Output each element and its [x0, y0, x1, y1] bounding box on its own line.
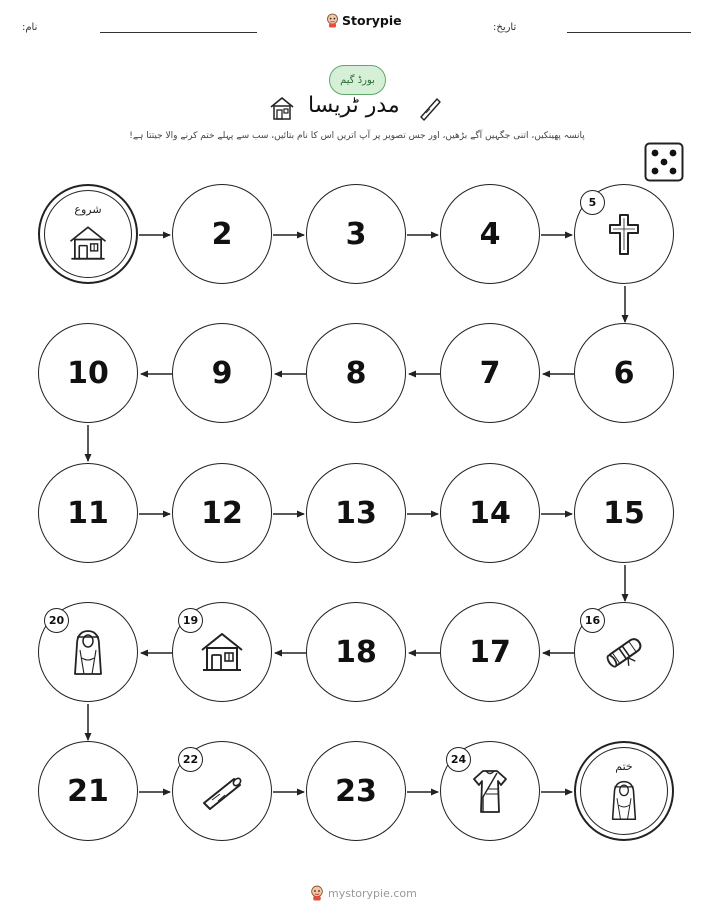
space-number-badge: 16 — [580, 608, 605, 633]
nun-icon — [64, 628, 112, 676]
house-icon — [198, 628, 246, 676]
brand-name: Storypie — [342, 13, 402, 28]
board-space-17[interactable] — [440, 602, 540, 702]
board-space-18[interactable] — [306, 602, 406, 702]
space-number: 12 — [201, 495, 243, 531]
board-space-6[interactable] — [574, 323, 674, 423]
finish-space[interactable] — [574, 741, 674, 841]
storypie-mascot-icon — [310, 885, 324, 901]
board-game-badge: بورڈ گیم — [329, 65, 386, 95]
board-space-13[interactable] — [306, 463, 406, 563]
board-space-22[interactable] — [172, 741, 272, 841]
board-space-24[interactable] — [440, 741, 540, 841]
start-space[interactable] — [38, 184, 138, 284]
board-space-5[interactable] — [574, 184, 674, 284]
board-space-3[interactable] — [306, 184, 406, 284]
board-space-23[interactable] — [306, 741, 406, 841]
instructions-text: پانسہ پھینکیں، اتنی جگہیں آگے بڑھیں، اور جس تصویر پر آپ اتریں اس کا نام بتائیں، سب سے پہلے ختم کرنے والا جیتتا ہے! — [129, 131, 585, 141]
space-number-badge: 22 — [178, 747, 203, 772]
space-number: 6 — [613, 355, 635, 391]
footer-site: mystorypie.com — [328, 886, 417, 900]
space-number: 4 — [479, 216, 501, 252]
board-space-4[interactable] — [440, 184, 540, 284]
space-number: 23 — [335, 773, 377, 809]
board-space-9[interactable] — [172, 323, 272, 423]
start-label: شروع — [74, 203, 102, 216]
scroll-icon — [600, 628, 648, 676]
board-space-14[interactable] — [440, 463, 540, 563]
cross-icon — [600, 210, 648, 258]
space-number-badge: 5 — [580, 190, 605, 215]
space-number-badge: 19 — [178, 608, 203, 633]
space-number: 10 — [67, 355, 109, 391]
house-icon — [67, 222, 109, 264]
space-number: 7 — [479, 355, 501, 391]
space-number: 17 — [469, 634, 511, 670]
nun-icon — [603, 779, 645, 821]
date-label: تاریخ: — [493, 22, 517, 33]
board-space-2[interactable] — [172, 184, 272, 284]
space-number: 21 — [67, 773, 109, 809]
space-number-badge: 24 — [446, 747, 471, 772]
board-space-7[interactable] — [440, 323, 540, 423]
stick-icon — [198, 767, 246, 815]
space-number: 13 — [335, 495, 377, 531]
footer — [310, 885, 417, 901]
page-title: مدر ٹریسا — [308, 93, 400, 118]
board-space-10[interactable] — [38, 323, 138, 423]
finish-label: ختم — [615, 760, 633, 773]
space-number: 8 — [345, 355, 367, 391]
board-space-8[interactable] — [306, 323, 406, 423]
board-space-12[interactable] — [172, 463, 272, 563]
space-number: 3 — [345, 216, 367, 252]
board-space-11[interactable] — [38, 463, 138, 563]
space-number: 18 — [335, 634, 377, 670]
space-number: 9 — [211, 355, 233, 391]
board-space-20[interactable] — [38, 602, 138, 702]
board-space-19[interactable] — [172, 602, 272, 702]
board-space-16[interactable] — [574, 602, 674, 702]
space-number: 11 — [67, 495, 109, 531]
space-number: 14 — [469, 495, 511, 531]
space-number: 2 — [211, 216, 233, 252]
board-space-21[interactable] — [38, 741, 138, 841]
space-number-badge: 20 — [44, 608, 69, 633]
name-label: نام: — [22, 22, 38, 33]
board-space-15[interactable] — [574, 463, 674, 563]
space-number: 15 — [603, 495, 645, 531]
sari-icon — [466, 767, 514, 815]
